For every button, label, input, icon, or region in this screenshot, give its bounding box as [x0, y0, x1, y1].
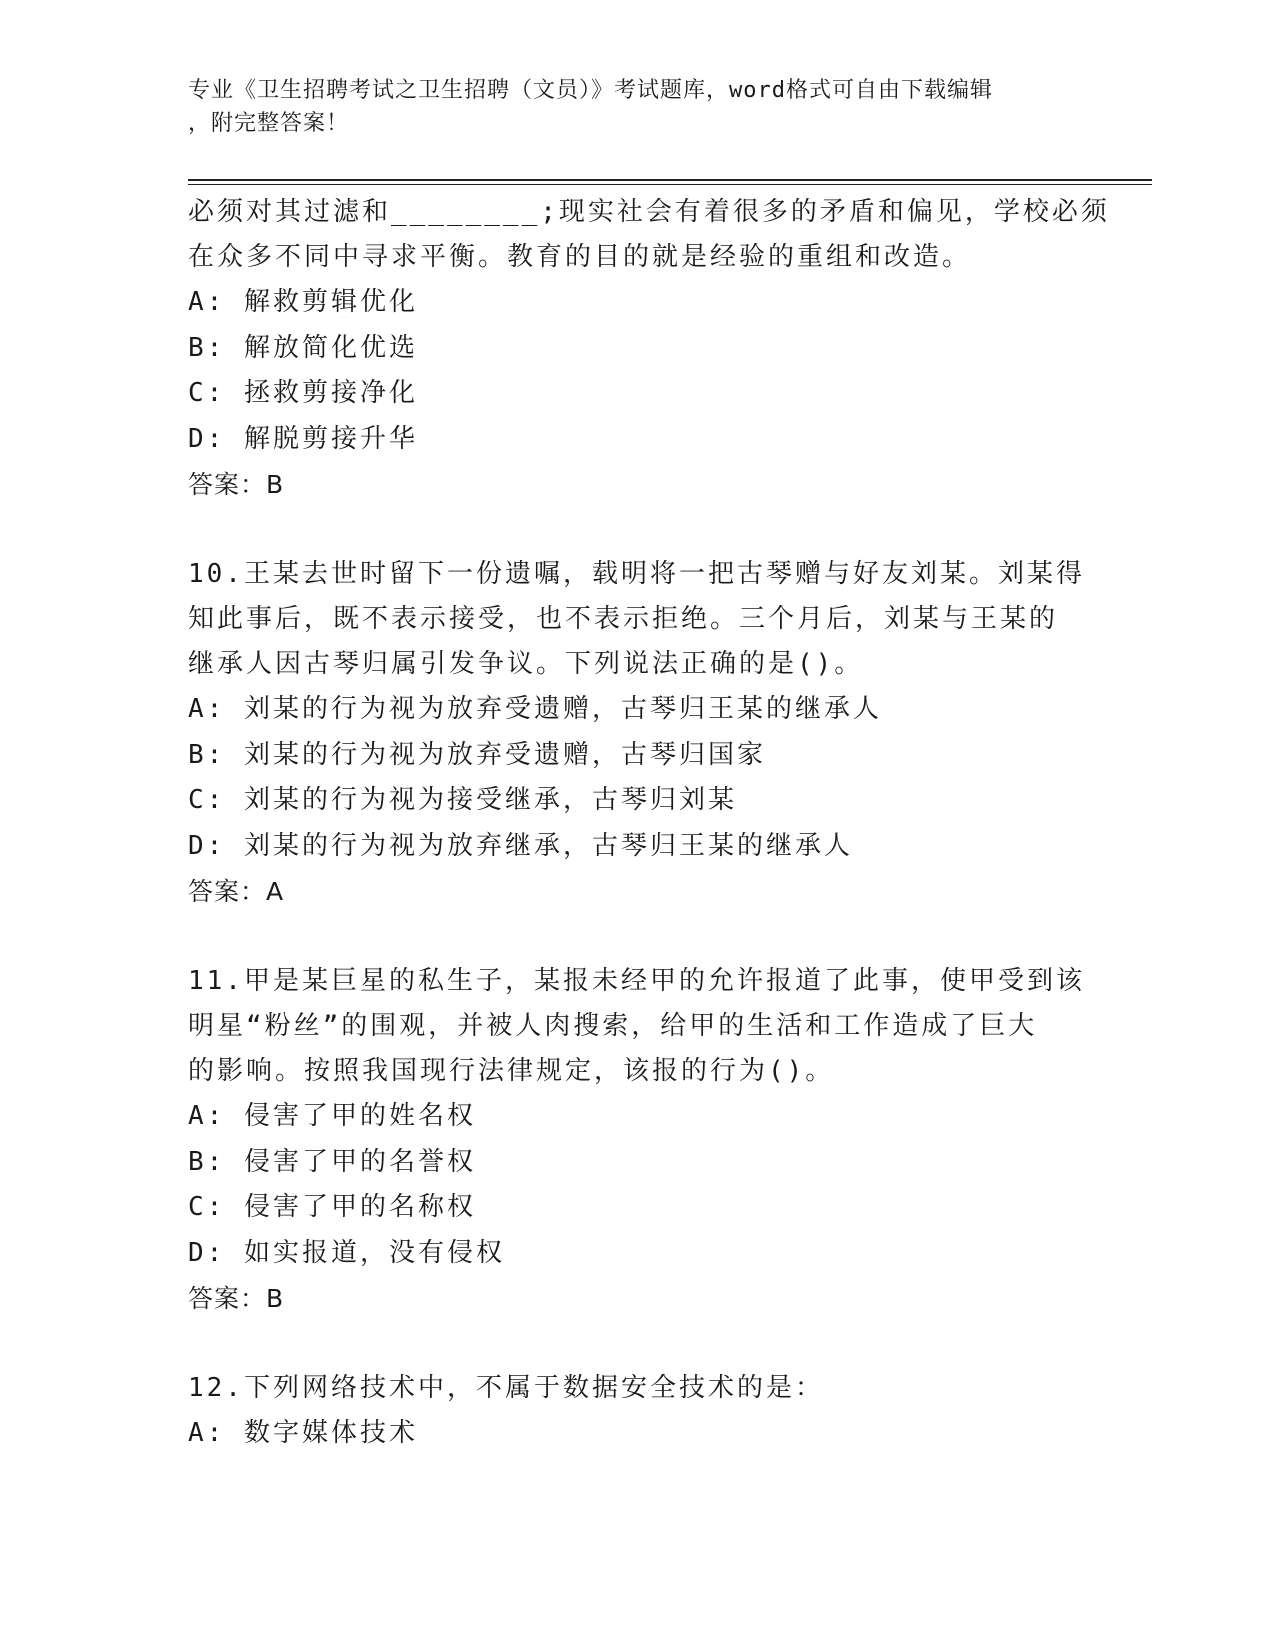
answer-line: 答案：B: [188, 470, 285, 499]
option-a: A: 刘某的行为视为放弃受遗赠，古琴归王某的继承人: [188, 694, 882, 724]
header-rule-thin: [188, 184, 1152, 185]
spacer: [188, 507, 1088, 552]
question-content: [188, 190, 1110, 1457]
option-a: A: 侵害了甲的姓名权: [188, 1101, 476, 1131]
question-text-line: 11.甲是某巨星的私生子，某报未经甲的允许报道了此事，使甲受到该: [188, 966, 1085, 996]
question-fragment: [188, 190, 1110, 507]
question-12: [188, 1366, 1088, 1457]
question-text-line: 12.下列网络技术中，不属于数据安全技术的是：: [188, 1373, 824, 1403]
option-d: D: 刘某的行为视为放弃继承，古琴归王某的继承人: [188, 830, 853, 861]
spacer: [188, 914, 1088, 959]
question-text-line: 在众多不同中寻求平衡。教育的目的就是经验的重组和改造。: [188, 242, 972, 272]
question-text-line: 必须对其过滤和________;现实社会有着很多的矛盾和偏见，学校必须: [188, 197, 1110, 227]
question-text-line: 知此事后，既不表示接受，也不表示拒绝。三个月后，刘某与王某的: [188, 604, 1059, 634]
question-text-line: 明星“粉丝”的围观，并被人肉搜索，给甲的生活和工作造成了巨大: [188, 1011, 1038, 1041]
option-b: B: 解放简化优选: [188, 332, 418, 363]
header-rule-thick: [188, 179, 1152, 181]
header-line-2: ，附完整答案！: [188, 111, 350, 136]
option-b: B: 侵害了甲的名誉权: [188, 1146, 476, 1177]
question-11: [188, 959, 1088, 1321]
option-b: B: 刘某的行为视为放弃受遗赠，古琴归国家: [188, 739, 766, 770]
option-d: D: 如实报道，没有侵权: [188, 1237, 505, 1268]
question-text-line: 的影响。按照我国现行法律规定，该报的行为()。: [188, 1056, 835, 1086]
question-text-line: 10.王某去世时留下一份遗嘱，载明将一把古琴赠与好友刘某。刘某得: [188, 559, 1085, 589]
spacer: [188, 1321, 1088, 1366]
header-line-1: 专业《卫生招聘考试之卫生招聘（文员）》考试题库，word格式可自由下载编辑: [188, 78, 993, 103]
answer-line: 答案：B: [188, 1284, 285, 1313]
option-c: C: 侵害了甲的名称权: [188, 1192, 476, 1222]
option-c: C: 拯救剪接净化: [188, 378, 418, 408]
answer-line: 答案：A: [188, 877, 285, 906]
option-a: A: 解救剪辑优化: [188, 287, 418, 317]
question-10: [188, 552, 1088, 914]
option-a: A: 数字媒体技术: [188, 1418, 418, 1448]
question-text-line: 继承人因古琴归属引发争议。下列说法正确的是()。: [188, 649, 864, 679]
option-c: C: 刘某的行为视为接受继承，古琴归刘某: [188, 785, 737, 815]
page-header: [188, 74, 1088, 140]
option-d: D: 解脱剪接升华: [188, 423, 418, 454]
